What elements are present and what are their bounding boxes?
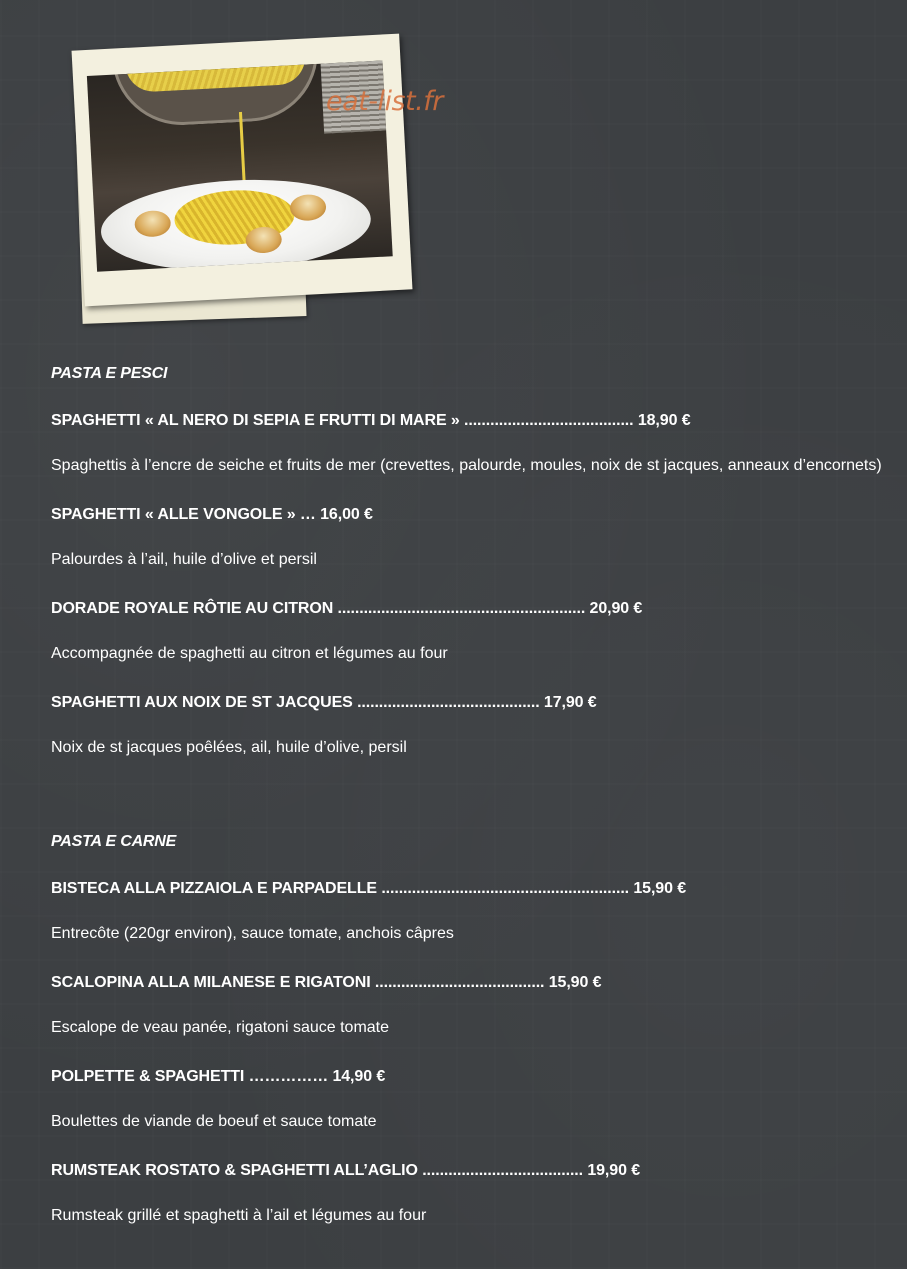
item-description: Entrecôte (220gr environ), sauce tomate, anchois câpres bbox=[51, 925, 454, 942]
menu-item bbox=[51, 597, 896, 668]
item-name: SPAGHETTI « ALLE VONGOLE » … 16,00 € bbox=[51, 506, 373, 523]
dish-photo bbox=[74, 40, 414, 318]
menu-item bbox=[51, 691, 896, 762]
item-name: DORADE ROYALE RÔTIE AU CITRON ......................................................... 20,90 € bbox=[51, 600, 643, 617]
item-name: BISTECA ALLA PIZZAIOLA E PARPADELLE ......................................................... 15,90 € bbox=[51, 880, 687, 897]
item-name: POLPETTE & SPAGHETTI …………… 14,90 € bbox=[51, 1068, 386, 1085]
item-name: SPAGHETTI « AL NERO DI SEPIA E FRUTTI DI MARE » ....................................... 18,90 € bbox=[51, 412, 691, 429]
section-title: PASTA E CARNE bbox=[51, 833, 177, 850]
watermark-logo: eat-list.fr bbox=[326, 86, 443, 117]
item-description: Boulettes de viande de boeuf et sauce tomate bbox=[51, 1113, 377, 1130]
menu-item bbox=[51, 1159, 896, 1230]
item-name: RUMSTEAK ROSTATO & SPAGHETTI ALL’AGLIO ..................................... 19,90 € bbox=[51, 1162, 641, 1179]
item-name: SCALOPINA ALLA MILANESE E RIGATONI ....................................... 15,90 € bbox=[51, 974, 602, 991]
menu-item bbox=[51, 877, 896, 948]
pan bbox=[112, 60, 321, 128]
menu-item bbox=[51, 409, 896, 480]
item-description: Palourdes à l’ail, huile d’olive et persil bbox=[51, 551, 317, 568]
item-description: Spaghettis à l’encre de seiche et fruits de mer (crevettes, palourde, moules, noix de st jacques, anneaux d’encornets) bbox=[51, 457, 882, 474]
item-name: SPAGHETTI AUX NOIX DE ST JACQUES .......................................... 17,90 € bbox=[51, 694, 597, 711]
menu-section-pasta-e-carne bbox=[51, 830, 896, 1230]
menu-item bbox=[51, 1065, 896, 1136]
menu-item bbox=[51, 503, 896, 574]
menu-section-pasta-e-pesci bbox=[51, 362, 896, 762]
menu bbox=[51, 362, 896, 1230]
polaroid-frame bbox=[72, 34, 413, 307]
item-description: Accompagnée de spaghetti au citron et légumes au four bbox=[51, 645, 448, 662]
item-description: Escalope de veau panée, rigatoni sauce tomate bbox=[51, 1019, 390, 1036]
section-title: PASTA E PESCI bbox=[51, 365, 168, 382]
menu-item bbox=[51, 971, 896, 1042]
item-description: Noix de st jacques poêlées, ail, huile d’olive, persil bbox=[51, 739, 407, 756]
item-description: Rumsteak grillé et spaghetti à l’ail et légumes au four bbox=[51, 1207, 427, 1224]
